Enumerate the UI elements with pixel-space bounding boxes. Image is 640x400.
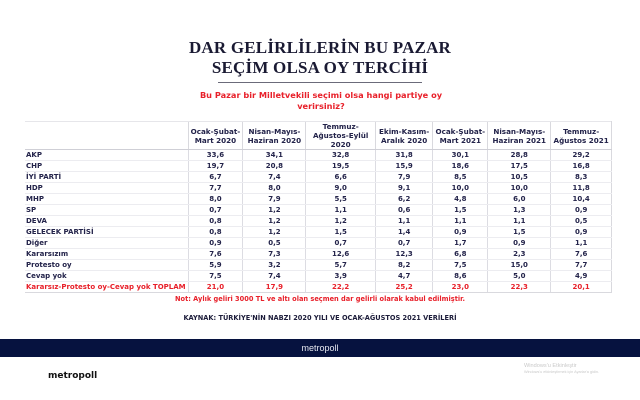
- row-label: İYİ PARTİ: [25, 172, 188, 183]
- cell-value: 0,7: [375, 238, 432, 249]
- cell-value: 12,6: [306, 249, 375, 260]
- table-total-row: [25, 282, 612, 293]
- row-label: Diğer: [25, 238, 188, 249]
- cell-value: 28,8: [488, 150, 551, 161]
- cell-value: 18,6: [433, 161, 488, 172]
- cell-value: 0,9: [188, 238, 243, 249]
- table-row: [25, 183, 612, 194]
- cell-value: 7,6: [551, 249, 612, 260]
- cell-value: 17,5: [488, 161, 551, 172]
- cell-value: 7,4: [243, 271, 306, 282]
- table-row: [25, 172, 612, 183]
- footer-brand: metropoll: [301, 343, 339, 353]
- row-label: SP: [25, 205, 188, 216]
- cell-value: 5,9: [188, 260, 243, 271]
- row-label: HDP: [25, 183, 188, 194]
- column-header: Ocak-Şubat-Mart 2020: [188, 122, 243, 150]
- table-row: [25, 150, 612, 161]
- cell-value: 7,9: [375, 172, 432, 183]
- footnote: Not: Aylık geliri 3000 TL ve altı olan seçmen dar gelirli olarak kabul edilmiştir.: [175, 295, 465, 303]
- cell-value: 0,5: [243, 238, 306, 249]
- cell-value: 10,0: [488, 183, 551, 194]
- cell-value: 5,7: [306, 260, 375, 271]
- cell-value: 1,1: [433, 216, 488, 227]
- column-header: Nisan-Mayıs-Haziran 2021: [488, 122, 551, 150]
- cell-value: 1,5: [306, 227, 375, 238]
- watermark-title: Windows'u Etkinleştir: [524, 363, 577, 369]
- cell-value: 19,7: [188, 161, 243, 172]
- cell-value: 1,5: [433, 205, 488, 216]
- column-header: Ekim-Kasım-Aralık 2020: [375, 122, 432, 150]
- survey-question: Bu Pazar bir Milletvekili seçimi olsa hangi partiye oy verirsiniz?: [199, 90, 443, 111]
- cell-value: 8,0: [243, 183, 306, 194]
- column-header: Temmuz-Ağustos-Eylül 2020: [306, 122, 375, 150]
- cell-value: 17,9: [243, 282, 306, 293]
- cell-value: 8,3: [551, 172, 612, 183]
- cell-value: 9,0: [306, 183, 375, 194]
- cell-value: 7,4: [243, 172, 306, 183]
- cell-value: 3,9: [306, 271, 375, 282]
- cell-value: 1,2: [243, 216, 306, 227]
- cell-value: 1,1: [375, 216, 432, 227]
- metropoll-logo: metropoll: [48, 371, 98, 381]
- column-header: Ocak-Şubat-Mart 2021: [433, 122, 488, 150]
- row-label: DEVA: [25, 216, 188, 227]
- table-row: [25, 216, 612, 227]
- page-title: [0, 38, 640, 78]
- windows-activation-watermark: [524, 363, 599, 374]
- row-label: Protesto oy: [25, 260, 188, 271]
- cell-value: 2,3: [488, 249, 551, 260]
- cell-value: 6,0: [488, 194, 551, 205]
- watermark-subtitle: Windows'u etkinleştirmek için Ayarlar'a gidin.: [524, 370, 600, 374]
- title-line-2: SEÇİM OLSA OY TERCİHİ: [211, 58, 429, 77]
- title-divider: [218, 82, 422, 83]
- cell-value: 8,2: [375, 260, 432, 271]
- title-line-1: DAR GELİRLİLERİN BU PAZAR: [188, 38, 452, 57]
- cell-value: 30,1: [433, 150, 488, 161]
- table-header-row: [25, 122, 612, 150]
- cell-value: 7,9: [243, 194, 306, 205]
- table-row: [25, 271, 612, 282]
- cell-value: 1,4: [375, 227, 432, 238]
- cell-value: 33,6: [188, 150, 243, 161]
- cell-value: 8,0: [188, 194, 243, 205]
- cell-value: 8,6: [433, 271, 488, 282]
- footer-bar: [0, 339, 640, 357]
- cell-value: 31,8: [375, 150, 432, 161]
- row-label: Kararsız-Protesto oy-Cevap yok TOPLAM: [25, 282, 188, 293]
- cell-value: 0,7: [306, 238, 375, 249]
- cell-value: 4,7: [375, 271, 432, 282]
- cell-value: 5,0: [488, 271, 551, 282]
- cell-value: 22,2: [306, 282, 375, 293]
- row-label: AKP: [25, 150, 188, 161]
- cell-value: 7,5: [433, 260, 488, 271]
- row-label: Cevap yok: [25, 271, 188, 282]
- cell-value: 0,7: [188, 205, 243, 216]
- table-row: [25, 238, 612, 249]
- cell-value: 5,5: [306, 194, 375, 205]
- cell-value: 15,9: [375, 161, 432, 172]
- table-body: [25, 150, 612, 293]
- cell-value: 6,7: [188, 172, 243, 183]
- cell-value: 12,3: [375, 249, 432, 260]
- cell-value: 1,2: [243, 227, 306, 238]
- cell-value: 8,5: [433, 172, 488, 183]
- cell-value: 29,2: [551, 150, 612, 161]
- row-label: MHP: [25, 194, 188, 205]
- cell-value: 1,2: [306, 216, 375, 227]
- cell-value: 1,2: [243, 205, 306, 216]
- cell-value: 21,0: [188, 282, 243, 293]
- cell-value: 25,2: [375, 282, 432, 293]
- cell-value: 34,1: [243, 150, 306, 161]
- cell-value: 1,1: [551, 238, 612, 249]
- cell-value: 4,8: [433, 194, 488, 205]
- row-label: CHP: [25, 161, 188, 172]
- cell-value: 6,6: [306, 172, 375, 183]
- cell-value: 1,1: [306, 205, 375, 216]
- cell-value: 1,7: [433, 238, 488, 249]
- cell-value: 23,0: [433, 282, 488, 293]
- cell-value: 7,7: [551, 260, 612, 271]
- cell-value: 19,5: [306, 161, 375, 172]
- cell-value: 10,4: [551, 194, 612, 205]
- cell-value: 7,6: [188, 249, 243, 260]
- cell-value: 9,1: [375, 183, 432, 194]
- cell-value: 1,1: [488, 216, 551, 227]
- cell-value: 6,2: [375, 194, 432, 205]
- cell-value: 0,9: [551, 205, 612, 216]
- cell-value: 4,9: [551, 271, 612, 282]
- cell-value: 0,9: [551, 227, 612, 238]
- cell-value: 16,8: [551, 161, 612, 172]
- cell-value: 32,8: [306, 150, 375, 161]
- table-row: [25, 161, 612, 172]
- cell-value: 11,8: [551, 183, 612, 194]
- cell-value: 22,3: [488, 282, 551, 293]
- table-row: [25, 194, 612, 205]
- cell-value: 0,5: [551, 216, 612, 227]
- row-label: Kararsızım: [25, 249, 188, 260]
- cell-value: 20,8: [243, 161, 306, 172]
- cell-value: 7,3: [243, 249, 306, 260]
- row-label: GELECEK PARTİSİ: [25, 227, 188, 238]
- cell-value: 0,8: [188, 216, 243, 227]
- source-line: KAYNAK: TÜRKİYE'NİN NABZI 2020 YILI VE OCAK-AĞUSTOS 2021 VERİLERİ: [183, 314, 457, 322]
- vote-preference-table: [25, 121, 612, 293]
- cell-value: 10,0: [433, 183, 488, 194]
- cell-value: 1,5: [488, 227, 551, 238]
- cell-value: 20,1: [551, 282, 612, 293]
- cell-value: 0,6: [375, 205, 432, 216]
- table-row: [25, 227, 612, 238]
- column-header: Nisan-Mayıs-Haziran 2020: [243, 122, 306, 150]
- cell-value: 1,3: [488, 205, 551, 216]
- cell-value: 3,2: [243, 260, 306, 271]
- cell-value: 0,8: [188, 227, 243, 238]
- cell-value: 15,0: [488, 260, 551, 271]
- table-row: [25, 249, 612, 260]
- cell-value: 0,9: [433, 227, 488, 238]
- cell-value: 7,7: [188, 183, 243, 194]
- cell-value: 6,8: [433, 249, 488, 260]
- table-row: [25, 205, 612, 216]
- header-corner: [25, 122, 188, 150]
- column-header: Temmuz-Ağustos 2021: [551, 122, 612, 150]
- cell-value: 10,5: [488, 172, 551, 183]
- cell-value: 0,9: [488, 238, 551, 249]
- cell-value: 7,5: [188, 271, 243, 282]
- table-row: [25, 260, 612, 271]
